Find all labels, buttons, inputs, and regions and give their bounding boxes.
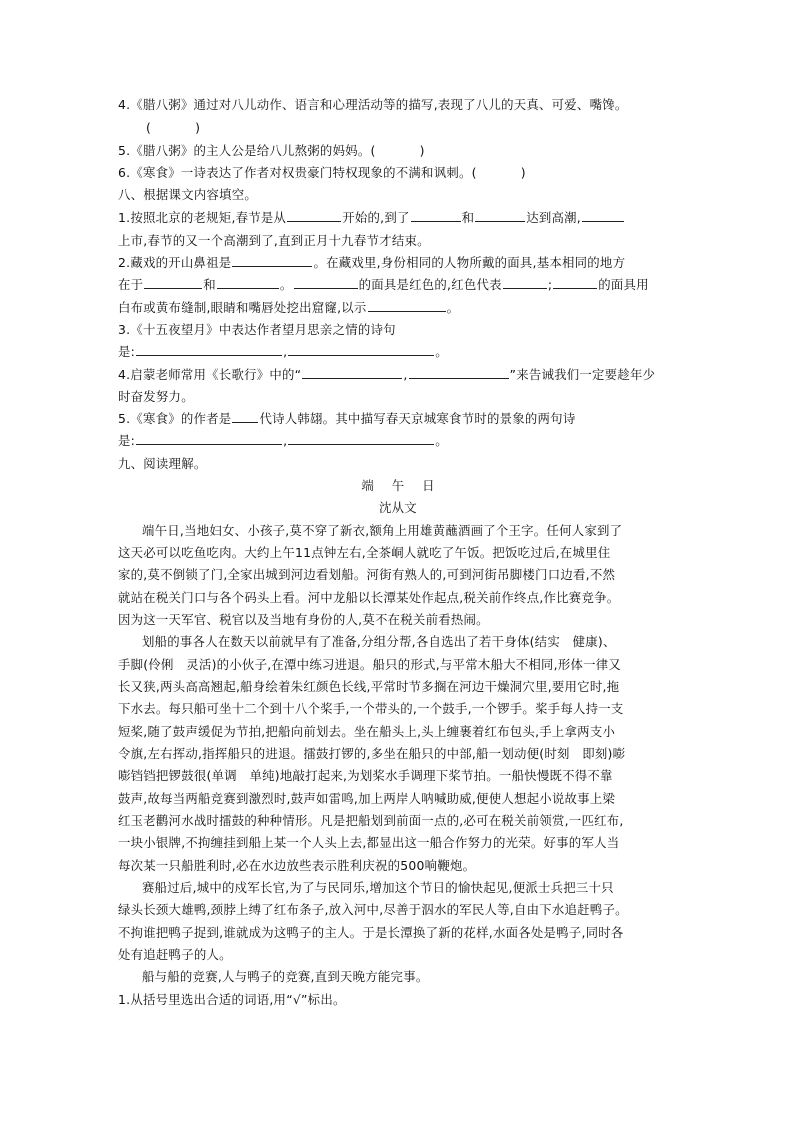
fill-blank[interactable] (475, 207, 525, 222)
passage-title-text: 端午日 (361, 478, 453, 493)
passage-line: 处有追赶鸭子的人。 (118, 947, 232, 962)
judge-item-6-text: 6.《寒食》一诗表达了作者对权贵豪门特权现象的不满和讽刺。( (118, 165, 477, 180)
fill-text: 4.启蒙老师常用《长歌行》中的“ (118, 367, 302, 382)
passage-line: 手脚(伶俐 灵活)的小伙子,在潭中练习进退。船只的形式,与平常木船大不相同,形体一律又 (118, 657, 622, 672)
fill-blank[interactable] (288, 430, 434, 445)
fill-q1-line2: 上市,春节的又一个高潮到了,直到正月十九春节才结束。 (118, 233, 430, 248)
fill-q2-line1 (118, 252, 678, 274)
fill-text: 。在藏戏里,身份相同的人物所戴的面具,基本相同的地方 (313, 255, 626, 270)
passage-line: 绿头长颈大雄鸭,颈脖上缚了红布条子,放入河中,尽善于泅水的军民人等,自由下水追赶鸭子。 (118, 902, 628, 917)
fill-blank[interactable] (368, 297, 446, 312)
fill-text: 和 (203, 277, 216, 292)
fill-text: 。 (446, 300, 460, 315)
fill-text: 白布或黄布缝制,眼睛和嘴唇处挖出窟窿,以示 (118, 300, 367, 315)
passage-line: 船与船的竞赛,人与鸭子的竞赛,直到天晚方能完事。 (142, 969, 429, 984)
passage-line: 家的,莫不倒锁了门,全家出城到河边看划船。河街有熟人的,可到河街吊脚楼门口边看,不然 (118, 567, 616, 582)
fill-text: 在于 (118, 277, 144, 292)
fill-blank[interactable] (409, 364, 509, 379)
judge-item-4: 4.《腊八粥》通过对八儿动作、语言和心理活动等的描写,表现了八儿的天真、可爱、嘴馋。 (118, 97, 628, 112)
fill-blank[interactable] (232, 252, 312, 267)
fill-q2-line2 (118, 274, 678, 296)
fill-blank[interactable] (582, 207, 624, 222)
fill-q5-line2 (118, 430, 678, 452)
fill-text: 1.按照北京的老规矩,春节是从 (118, 210, 287, 225)
fill-blank[interactable] (136, 430, 282, 445)
passage-line: 一块小银牌,不拘缠挂到船上某一个人头上去,都显出这一船合作努力的光荣。好事的军人当 (118, 835, 620, 850)
section-8-heading: 八、根据课文内容填空。 (118, 187, 258, 202)
passage-line: 因为这一天军官、税官以及当地有身份的人,莫不在税关前看热闹。 (118, 612, 489, 627)
fill-text: 开始的,到了 (342, 210, 410, 225)
fill-q4-line1 (118, 364, 678, 386)
section-9-heading: 九、阅读理解。 (118, 456, 207, 471)
passage-line: 鼓声,故每当两船竞赛到激烈时,鼓声如雷鸣,加上两岸人呐喊助威,便使人想起小说故事上梁 (118, 791, 616, 806)
fill-text: 达到高潮, (526, 210, 582, 225)
passage-line: 下水去。每只船可坐十二个到十八个桨手,一个带头的,一个鼓手,一个锣手。桨手每人持一支 (118, 701, 624, 716)
fill-blank[interactable] (503, 274, 547, 289)
passage-line: 嘭铛铛把锣鼓很(单调 单纯)地敲打起来,为划桨水手调理下桨节拍。一船快慢既不得不靠 (118, 768, 613, 783)
fill-text: 的面具是红色的,红色代表 (358, 277, 502, 292)
passage-line: 红玉老鹳河水战时擂鼓的种种情形。凡是把船划到前面一点的,必可在税关前领赏,一匹红布, (118, 813, 624, 828)
fill-text: , (403, 367, 408, 382)
fill-blank[interactable] (217, 274, 279, 289)
passage-line: 令旗,左右挥动,指挥船只的进退。擂鼓打锣的,多坐在船只的中部,船一划动便(时刻 即刻)嘭 (118, 746, 626, 761)
answer-paren-close: ) (419, 143, 425, 158)
fill-blank[interactable] (411, 207, 461, 222)
fill-q2-line3 (118, 297, 678, 319)
passage-line: 赛船过后,城中的戍军长官,为了与民同乐,增加这个节日的愉快起见,便派士兵把三十只 (142, 880, 614, 895)
fill-blank[interactable] (136, 341, 282, 356)
judge-item-6 (118, 162, 678, 184)
passage-line: 每次某一只船胜利时,必在水边放些表示胜利庆祝的500响鞭炮。 (118, 858, 476, 873)
fill-blank[interactable] (302, 364, 402, 379)
fill-text: 5.《寒食》的作者是 (118, 411, 232, 426)
fill-text: 。 (435, 433, 448, 448)
judge-item-5 (118, 140, 678, 162)
fill-text: 代诗人韩翃。其中描写春天京城寒食节时的景象的两句诗 (259, 411, 576, 426)
fill-text: 和 (461, 210, 475, 225)
fill-q3-line1: 3.《十五夜望月》中表达作者望月思亲之情的诗句 (118, 322, 396, 337)
fill-blank[interactable] (232, 408, 258, 423)
fill-q3-line2 (118, 341, 678, 363)
fill-blank[interactable] (144, 274, 202, 289)
fill-text: , (283, 344, 288, 359)
answer-paren-close: ) (195, 120, 201, 135)
fill-text: ; (547, 277, 553, 292)
passage-line: 就站在税关门口与各个码头上看。河中龙船以长潭某处作起点,税关前作终点,作比赛竞争。 (118, 590, 620, 605)
fill-text: 2.藏戏的开山鼻祖是 (118, 255, 232, 270)
fill-text: 。 (435, 344, 448, 359)
passage-author: 沈从文 (379, 500, 417, 515)
fill-text: 是: (118, 433, 136, 448)
fill-q4-line2: 时奋发努力。 (118, 389, 194, 404)
fill-blank[interactable] (287, 207, 341, 222)
fill-text: 是: (118, 344, 136, 359)
fill-blank[interactable] (288, 341, 434, 356)
passage-line: 这天必可以吃鱼吃肉。大约上午11点钟左右,全茶峒人就吃了午饭。把饭吃过后,在城里住 (118, 545, 611, 560)
judge-item-5-text: 5.《腊八粥》的主人公是给八儿熬粥的妈妈。( (118, 143, 376, 158)
fill-q5-line1 (118, 408, 678, 430)
passage-line: 长又狭,两头高高翘起,船身绘着朱红颜色长线,平常时节多搁在河边干燥洞穴里,要用它时,拖 (118, 679, 620, 694)
fill-q1-line1 (118, 207, 678, 229)
fill-blank[interactable] (553, 274, 597, 289)
answer-paren-open: ( (146, 120, 152, 135)
passage-line: 划船的事各人在数天以前就早有了准备,分组分帮,各自选出了若干身体(结实 健康)、 (142, 634, 616, 649)
passage-line: 不拘谁把鸭子捉到,谁就成为这鸭子的主人。于是长潭换了新的花样,水面各处是鸭子,同时各 (118, 925, 624, 940)
fill-text: 的面具用 (598, 277, 649, 292)
reading-question-1: 1.从括号里选出合适的词语,用“√”标出。 (118, 992, 346, 1007)
passage-title (118, 475, 678, 497)
passage-line: 短桨,随了鼓声缓促为节拍,把船向前划去。坐在船头上,头上缠裹着红布包头,手上拿两支小 (118, 724, 616, 739)
answer-paren-close: ) (520, 165, 526, 180)
judge-item-4-answer (118, 117, 706, 139)
fill-text: , (283, 433, 288, 448)
fill-text: 。 (279, 277, 293, 292)
passage-line: 端午日,当地妇女、小孩子,莫不穿了新衣,额角上用雄黄蘸酒画了个王字。任何人家到了 (142, 523, 623, 538)
fill-text: ”来告诫我们一定要趁年少 (509, 367, 656, 382)
fill-blank[interactable] (294, 274, 358, 289)
